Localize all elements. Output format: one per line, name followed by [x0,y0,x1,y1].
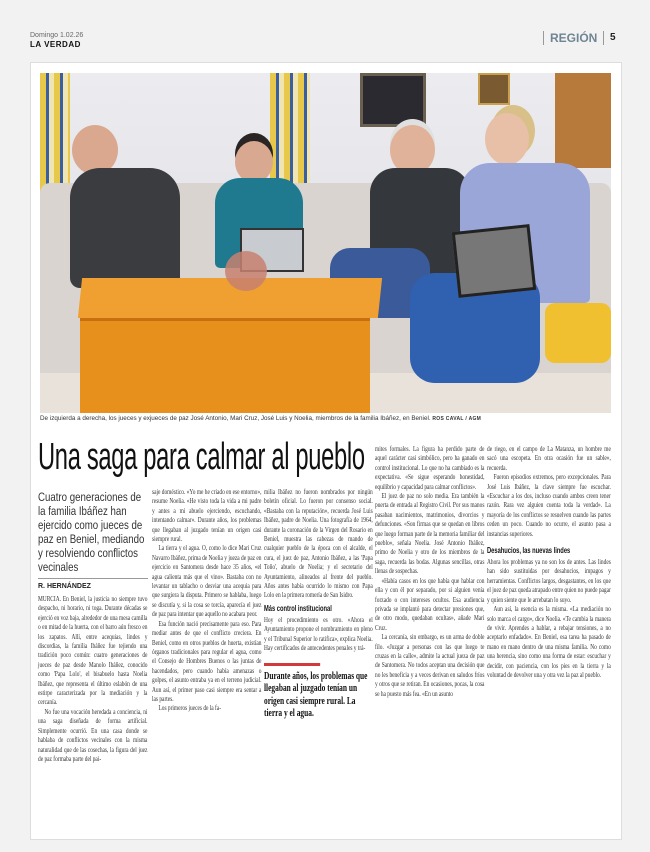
pull-quote: Durante años, los problemas que llegaban al juzgado tenían un origen casi siempre rural. La tierra y el agua. [264,670,368,720]
framed-photo [452,224,536,298]
body-column-2-wrap [152,487,262,713]
paragraph: mites formales. La figura ha perdido parte de aquel carácter casi simbólico, pero ha ganado en control institucional. Lo que no ha cambiado es la expectativa. «Se sigue esperando honestidad, equilibrio y capacidad para calmar conflictos». [375,444,485,491]
paragraph: Esa función nació precisamente para eso. Para mediar antes de que el conflicto creciera. En Beniel, como en otros pueblos de huerta, existían órganos tradicionales para regular el agua, como el Consejo de Hombres Buenos o las juntas de hacendados, pero cuando había amenazas o golpes, el asunto entraba ya en el terreno judicial. Aun así, el primer paso casi siempre era sentar a las partes. [152,618,262,703]
page-number: 5 [610,32,616,43]
headline: Una saga para calmar al pueblo [38,436,365,478]
paragraph: de riego, en el campo de La Matanza, un hombre me sacó una escopeta. En otra ocasión fue un sable», recuerda. [487,444,611,472]
subheadline: Cuatro generaciones de la familia Ibáñez han ejercido como jueces de paz en Beniel, mediando y resolviendo conflictos vecinales [38,490,145,574]
wall-painting [478,73,510,105]
paragraph: Ahora los problemas ya no son los de antes. Las lindes han sido sustituidas por desahucios, impagos y herramientas. Conflictos largos, desgastantes, en los que el juez de paz queda atrapado entre quien no puede pagar y quien siente que le arrebatan lo suyo. [487,557,611,604]
body-column-5 [487,444,611,679]
paragraph: Los primeros jueces de la fa- [158,703,222,713]
glass-jar [225,251,267,291]
body-column-3-wrap [264,487,373,721]
paragraph: Aun así, la esencia es la misma. «La mediación no solo marca el cargo», dice Noelia. «Te cambia la manera de vivir. Aprendes a hablar, a rebajar tensiones, a no aceptarlo enfadado». En Beniel, esa tarea ha pasado de mano en mano dentro de una misma familia. No como una herencia, sino como una forma de estar: escuchar y decidir, con paciencia, con los pies en la tierra y la voluntad de devolver una y otra vez la paz al pueblo. [487,604,611,679]
caption-text: De izquierda a derecha, los jueces y exjueces de paz José Antonio, Mari Cruz, José Luis y Noelia, miembros de la familia Ibáñez, en Beniel. [40,415,431,422]
person-1-body [70,168,180,288]
person-4 [485,113,529,165]
paragraph: milia Ibáñez no fueron nombrados por ningún boletín oficial. Lo fueron por consenso social. «Bastaba con la reputación», recuerda José Luis Ibáñez, padre de Noelia. Una fotografía de 1964, durante la coronación de la Virgen del Rosario en Beniel, muestra las cabezas de mando de cualquier pueblo de la época con el alcalde, el cura, el juez de paz, Antonio Ibáñez, a las 'Papa Toño', abuelo de Noelia; y el secretario del Ayuntamiento, alineados al frente del pueblo. Años antes había ocurrido lo mismo con Papa Lolo en la primera romería de San Isidro. [264,487,373,600]
paragraph: La cercanía, sin embargo, es un arma de doble filo. «Juzgar a personas con las que luego te cruzas en la calle», admite la actual jueza de paz de Santomera. No todos aceptan una decisión que no les beneficia y a veces derivan en saludos fríos y otros que se retiran. En ocasiones, pocas, la cosa se ha puesto más fea. «En un asunto [375,632,485,698]
paragraph: «Había casos en los que había que hablar con ella y con él por separado, por si alguien venía forzado o con intereses ocultos. Esa audiencia privada se implantó para detectar presiones que, de otro modo, quedaban ocultas», añade Mari Cruz. [375,575,485,632]
section-label: REGIÓN [543,31,604,45]
section-subheading: Desahucios, las nuevas lindes [487,546,571,556]
newspaper-name: LA VERDAD [30,40,81,49]
body-column-3 [264,487,373,721]
wall-painting [360,73,426,127]
paragraph: saje doméstico. «Yo me he criado en ese entorno», resume Noelia. «He visto toda la vida a mi padre y antes a mi abuelo ejerciendo, escuchando, intentando calmar». Durante años, los problemas que llegaban al juzgado tenían un origen casi siempre rural. [152,487,262,544]
paragraph: Hoy el procedimiento es otro. «Ahora el Ayuntamiento propone el nombramiento en pleno y el Tribunal Superior lo ratifica», explica Noelia. Hay certificados de antecedentes penales y trá- [264,614,373,653]
paragraph: No fue una vocación heredada a conciencia, ni una saga diseñada de forma artificial. Simplemente ocurrió. En una casa donde se hablaba de conflictos vecinales con la misma naturalidad que de las cosechas, la figura del juez de paz formaba parte del pai- [38,706,148,763]
article-photo [40,73,611,413]
section-subheading: Más control institucional [264,603,332,613]
body-column-5-wrap [487,444,611,679]
body-column-1 [38,594,147,763]
paragraph: MURCIA. En Beniel, la justicia no siempre tuvo despacho, ni horario, ni toga. Durante décadas se ejerció en voz baja, alrededor de una mesa camilla o en mitad de la huerta, con el barro aún fresco en los zapatos. Allí, entre acequias, lindes y discordias, la familia Ibáñez fue tejiendo una tradición poco común: cuatro generaciones de jueces de paz desde Manolo Ibáñez, conocido como 'Papa Lolo', el bisabuelo hasta Noelia Ibáñez, que representa el último eslabón de una estirpe caracterizada por la mediación y la cercanía. [38,594,148,707]
person-2 [235,141,273,183]
paragraph: Fueron episodios extremos, pero excepcionales. Para José Luis Ibáñez, la clave siempre fue escuchar. «Escuchar a los dos, incluso cuando ambos creen tener razón. Rara vez alguien cuenta toda la verdad». La mayoría de los conflictos se resuelven cuando las partes ceden un poco. Cuando no ocurre, el asunto pasa a instancias superiores. [487,472,611,538]
left-column [38,490,148,763]
paragraph: La tierra y el agua. O, como lo dice Mari Cruz Navarro Ibáñez, prima de Noelia y jueza de paz en ejercicio en Santomera desde hace 35 años, «el agua calienta más que el vino». Bastaba con no levantar un tablacho o desviar una acequia para que surgiera la disputa. Primero se hablaba, luego se discutía y, si la cosa se torcía, aparecía el juez de paz para intentar que aquello no acabara peor. [152,543,262,619]
body-column-2 [152,487,261,713]
byline: R. HERNÁNDEZ [38,583,91,590]
coffee-table-front [80,318,370,413]
paragraph: El juez de paz no solo media. Era también la puerta de entrada al Registro Civil. Por sus manos pasaban nacimientos, matrimonios, divorcios y defunciones. «Son firmas que se quedan en libros que luego forman parte de la memoria familiar del pueblo», señala Noelia. José Antonio Ibáñez, primo de Noelia y otro de los miembros de la saga, recuerda las bodas. Algunas sencillas, otras llenas de sospechas. [375,491,485,576]
scarf [545,303,611,363]
body-column-4-wrap [375,444,485,698]
body-column-4 [375,444,484,698]
divider [38,578,148,579]
caption-line [40,415,481,422]
issue-date: Domingo 1.02.26 [30,32,84,39]
photo-credit: ROS CAVAL / AGM [432,416,482,422]
photo-caption [40,415,611,422]
quote-accent-bar [264,663,320,666]
wooden-cabinet [555,73,611,168]
